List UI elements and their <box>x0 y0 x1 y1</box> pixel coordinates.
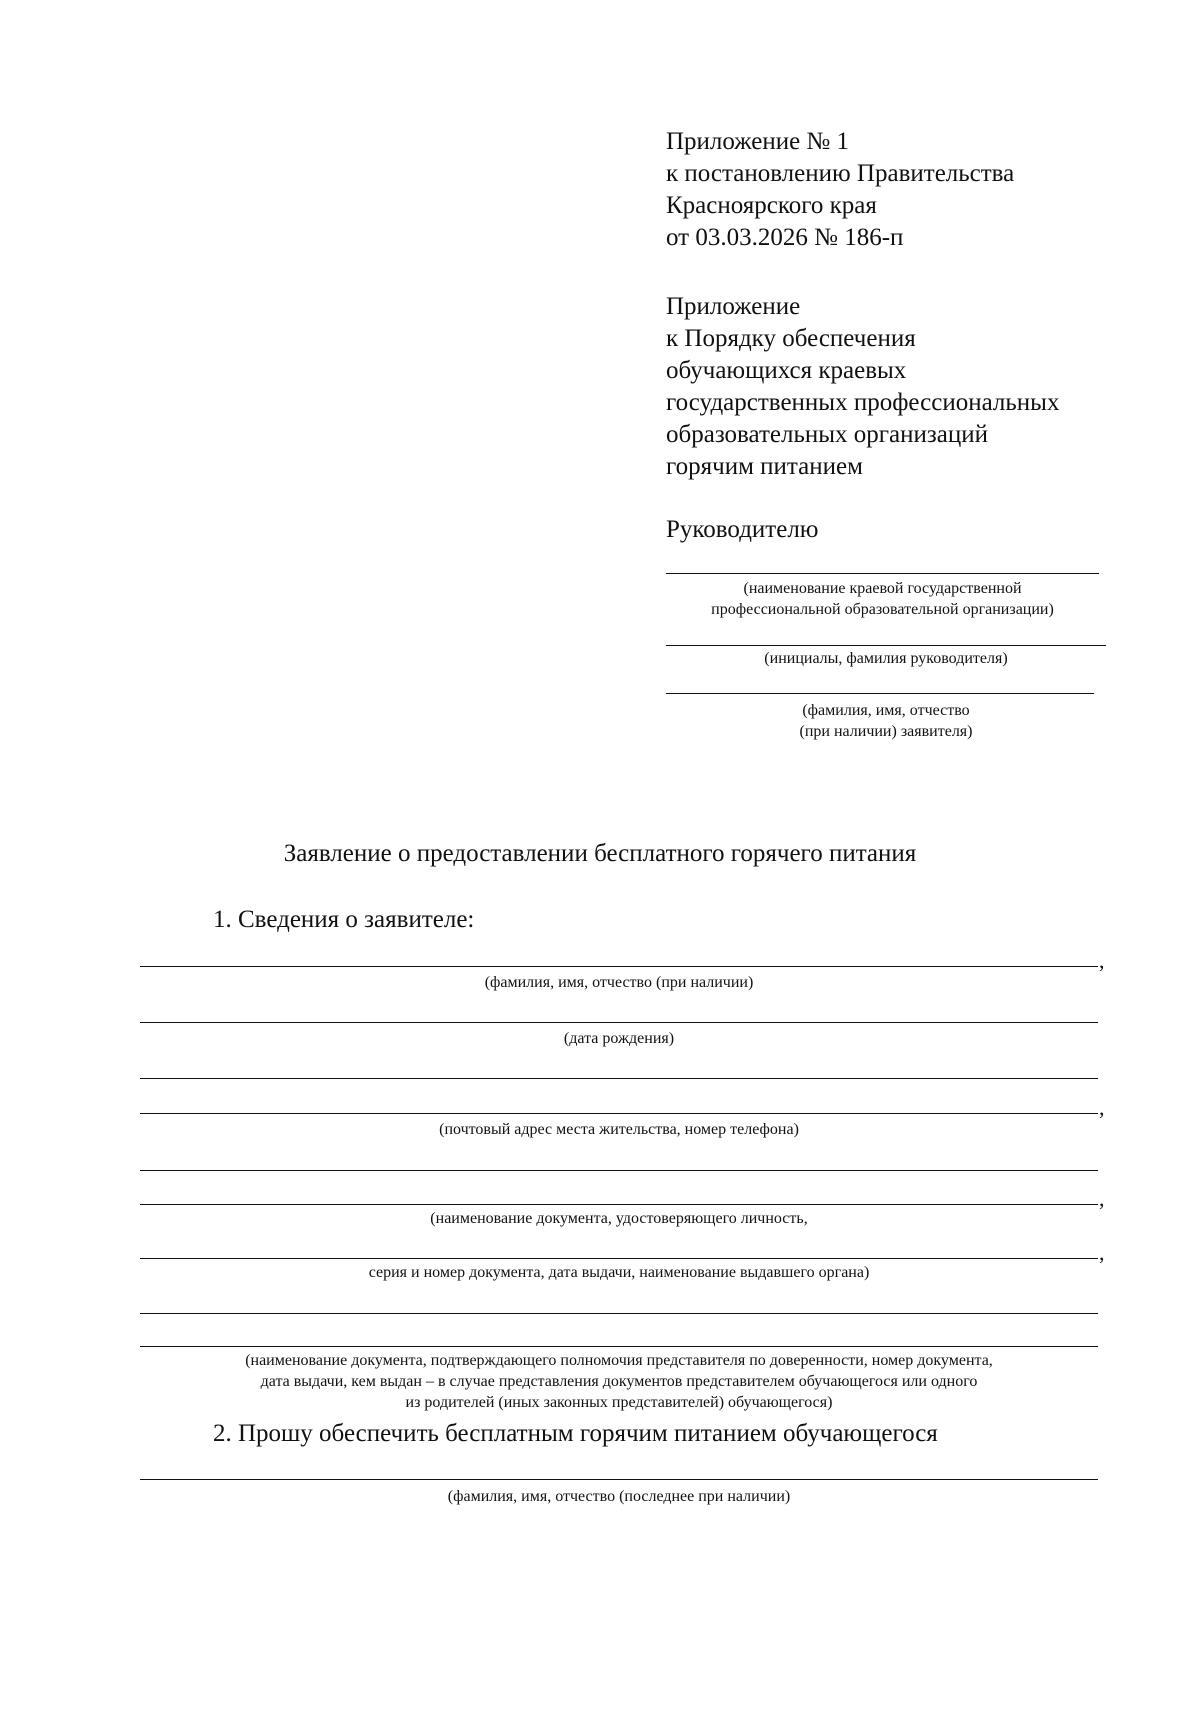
appendix-order-line: к Порядку обеспечения <box>666 325 916 352</box>
section-2-heading: 2. Прошу обеспечить бесплатным горячим питанием обучающегося <box>213 1420 938 1447</box>
appendix-1-line: к постановлению Правительства <box>666 160 1015 187</box>
head-name-line[interactable] <box>666 645 1106 646</box>
line-comma: , <box>1099 1095 1105 1120</box>
document-title: Заявление о предоставлении бесплатного горячего питания <box>283 840 917 867</box>
id-document-line-3[interactable] <box>140 1258 1098 1259</box>
student-name-line[interactable] <box>140 1479 1098 1480</box>
line-comma: , <box>1099 948 1105 973</box>
address-line-1[interactable] <box>140 1078 1098 1079</box>
applicant-fullname-caption: (фамилия, имя, отчество (при наличии) <box>484 974 754 991</box>
birth-date-line[interactable] <box>140 1022 1098 1023</box>
address-line-2[interactable] <box>140 1113 1098 1114</box>
line-comma: , <box>1099 1186 1105 1211</box>
appendix-1-line: Приложение № 1 <box>666 128 850 155</box>
appendix-order-line: обучающихся краевых <box>666 357 907 384</box>
representative-line-2[interactable] <box>140 1346 1098 1347</box>
addressee-to: Руководителю <box>666 516 819 543</box>
id-document-line-2[interactable] <box>140 1204 1098 1205</box>
representative-caption: (наименование документа, подтверждающего полномочия представителя по доверенности, номер документа, дата выдачи, кем выдан – в случае представления документов представителем обучающегося или одного из родителей (иных законных представителей) обучающегося) <box>245 1352 993 1411</box>
line-comma: , <box>1099 1240 1105 1265</box>
org-name-caption: (наименование краевой государственной профессиональной образовательной организации) <box>711 580 1054 618</box>
id-document-caption-1: (наименование документа, удостоверяющего личность, <box>430 1210 808 1227</box>
appendix-order-line: государственных профессиональных <box>666 389 1060 416</box>
applicant-name-line[interactable] <box>666 693 1094 694</box>
appendix-1-block <box>666 126 1014 254</box>
appendix-1-line: Красноярского края <box>666 192 877 219</box>
student-name-caption: (фамилия, имя, отчество (последнее при наличии) <box>447 1488 791 1505</box>
representative-line-1[interactable] <box>140 1313 1098 1314</box>
appendix-order-line: образовательных организаций <box>666 421 989 448</box>
appendix-order-line: Приложение <box>666 293 801 320</box>
appendix-order-line: горячим питанием <box>666 453 863 480</box>
appendix-1-line: от 03.03.2026 № 186-п <box>666 224 904 251</box>
applicant-name-caption: (фамилия, имя, отчество (при наличии) заявителя) <box>799 702 973 740</box>
org-name-line[interactable] <box>666 573 1099 574</box>
appendix-order-block <box>666 291 1059 483</box>
birth-date-caption: (дата рождения) <box>563 1030 675 1047</box>
id-document-line-1[interactable] <box>140 1170 1098 1171</box>
section-1-heading: 1. Сведения о заявителе: <box>213 906 475 933</box>
head-name-caption: (инициалы, фамилия руководителя) <box>764 650 1008 667</box>
applicant-fullname-line[interactable] <box>140 966 1098 967</box>
address-caption: (почтовый адрес места жительства, номер телефона) <box>439 1121 799 1138</box>
id-document-caption-2: серия и номер документа, дата выдачи, наименование выдавшего органа) <box>368 1264 870 1281</box>
